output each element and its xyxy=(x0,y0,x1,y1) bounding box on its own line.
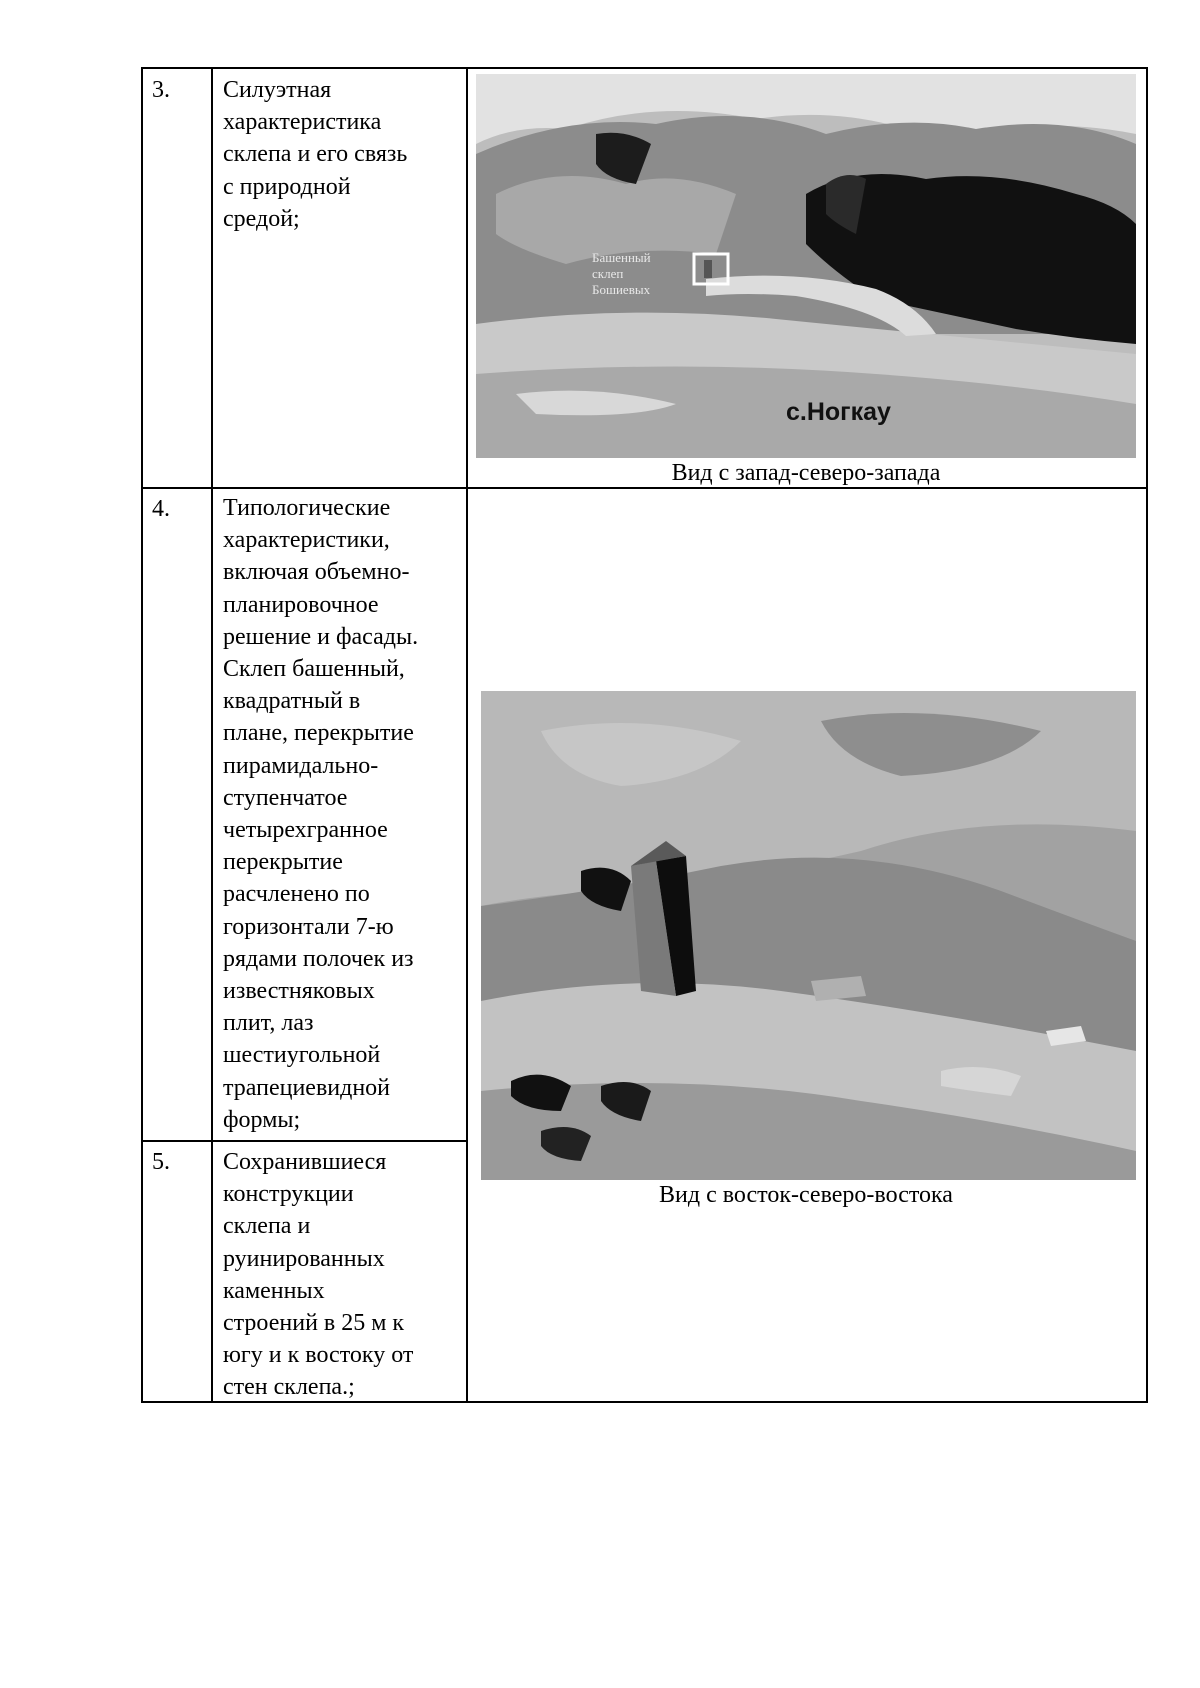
inset-label-line: Башенный xyxy=(592,250,651,265)
row-description: Сохранившиеся конструкции склепа и руинированных каменных строений в 25 м к югу и к востоку от стен склепа.; xyxy=(223,1149,414,1401)
row-number: 3. xyxy=(152,77,170,103)
inset-label-line: Бошиевых xyxy=(592,282,651,297)
row-description: Силуэтная характеристика склепа и его связь с природной средой; xyxy=(223,77,408,232)
row-description: Типологические характеристики, включая объемно- планировочное решение и фасады. Склеп башенный, квадратный в плане, перекрытие пирамидально- ступенчатое четырехгранное перекрытие расчленено по горизонтали 7-ю рядами полочек из известняковых плит, лаз шестиугольной трапециевидной формы; xyxy=(223,495,419,1133)
photo-east-northeast xyxy=(481,691,1136,1180)
column-divider-text xyxy=(466,67,468,1403)
photo-west-northwest xyxy=(476,74,1136,458)
landscape-image xyxy=(481,691,1136,1180)
table-border-right xyxy=(1146,67,1148,1403)
table-border-left xyxy=(141,67,143,1403)
row-number: 4. xyxy=(152,496,170,522)
row-number: 5. xyxy=(152,1149,170,1175)
column-divider-number xyxy=(211,67,213,1403)
row-divider-3-4 xyxy=(141,487,1148,489)
inset-label-line: склеп xyxy=(592,266,624,281)
table-border-top xyxy=(141,67,1148,69)
photo-caption: Вид с запад-северо-запада xyxy=(671,460,941,486)
row-divider-4-5 xyxy=(141,1140,468,1142)
photo-caption: Вид с восток-северо-востока xyxy=(659,1182,953,1208)
village-label: с.Ногкау xyxy=(786,398,891,426)
landscape-image xyxy=(476,74,1136,458)
